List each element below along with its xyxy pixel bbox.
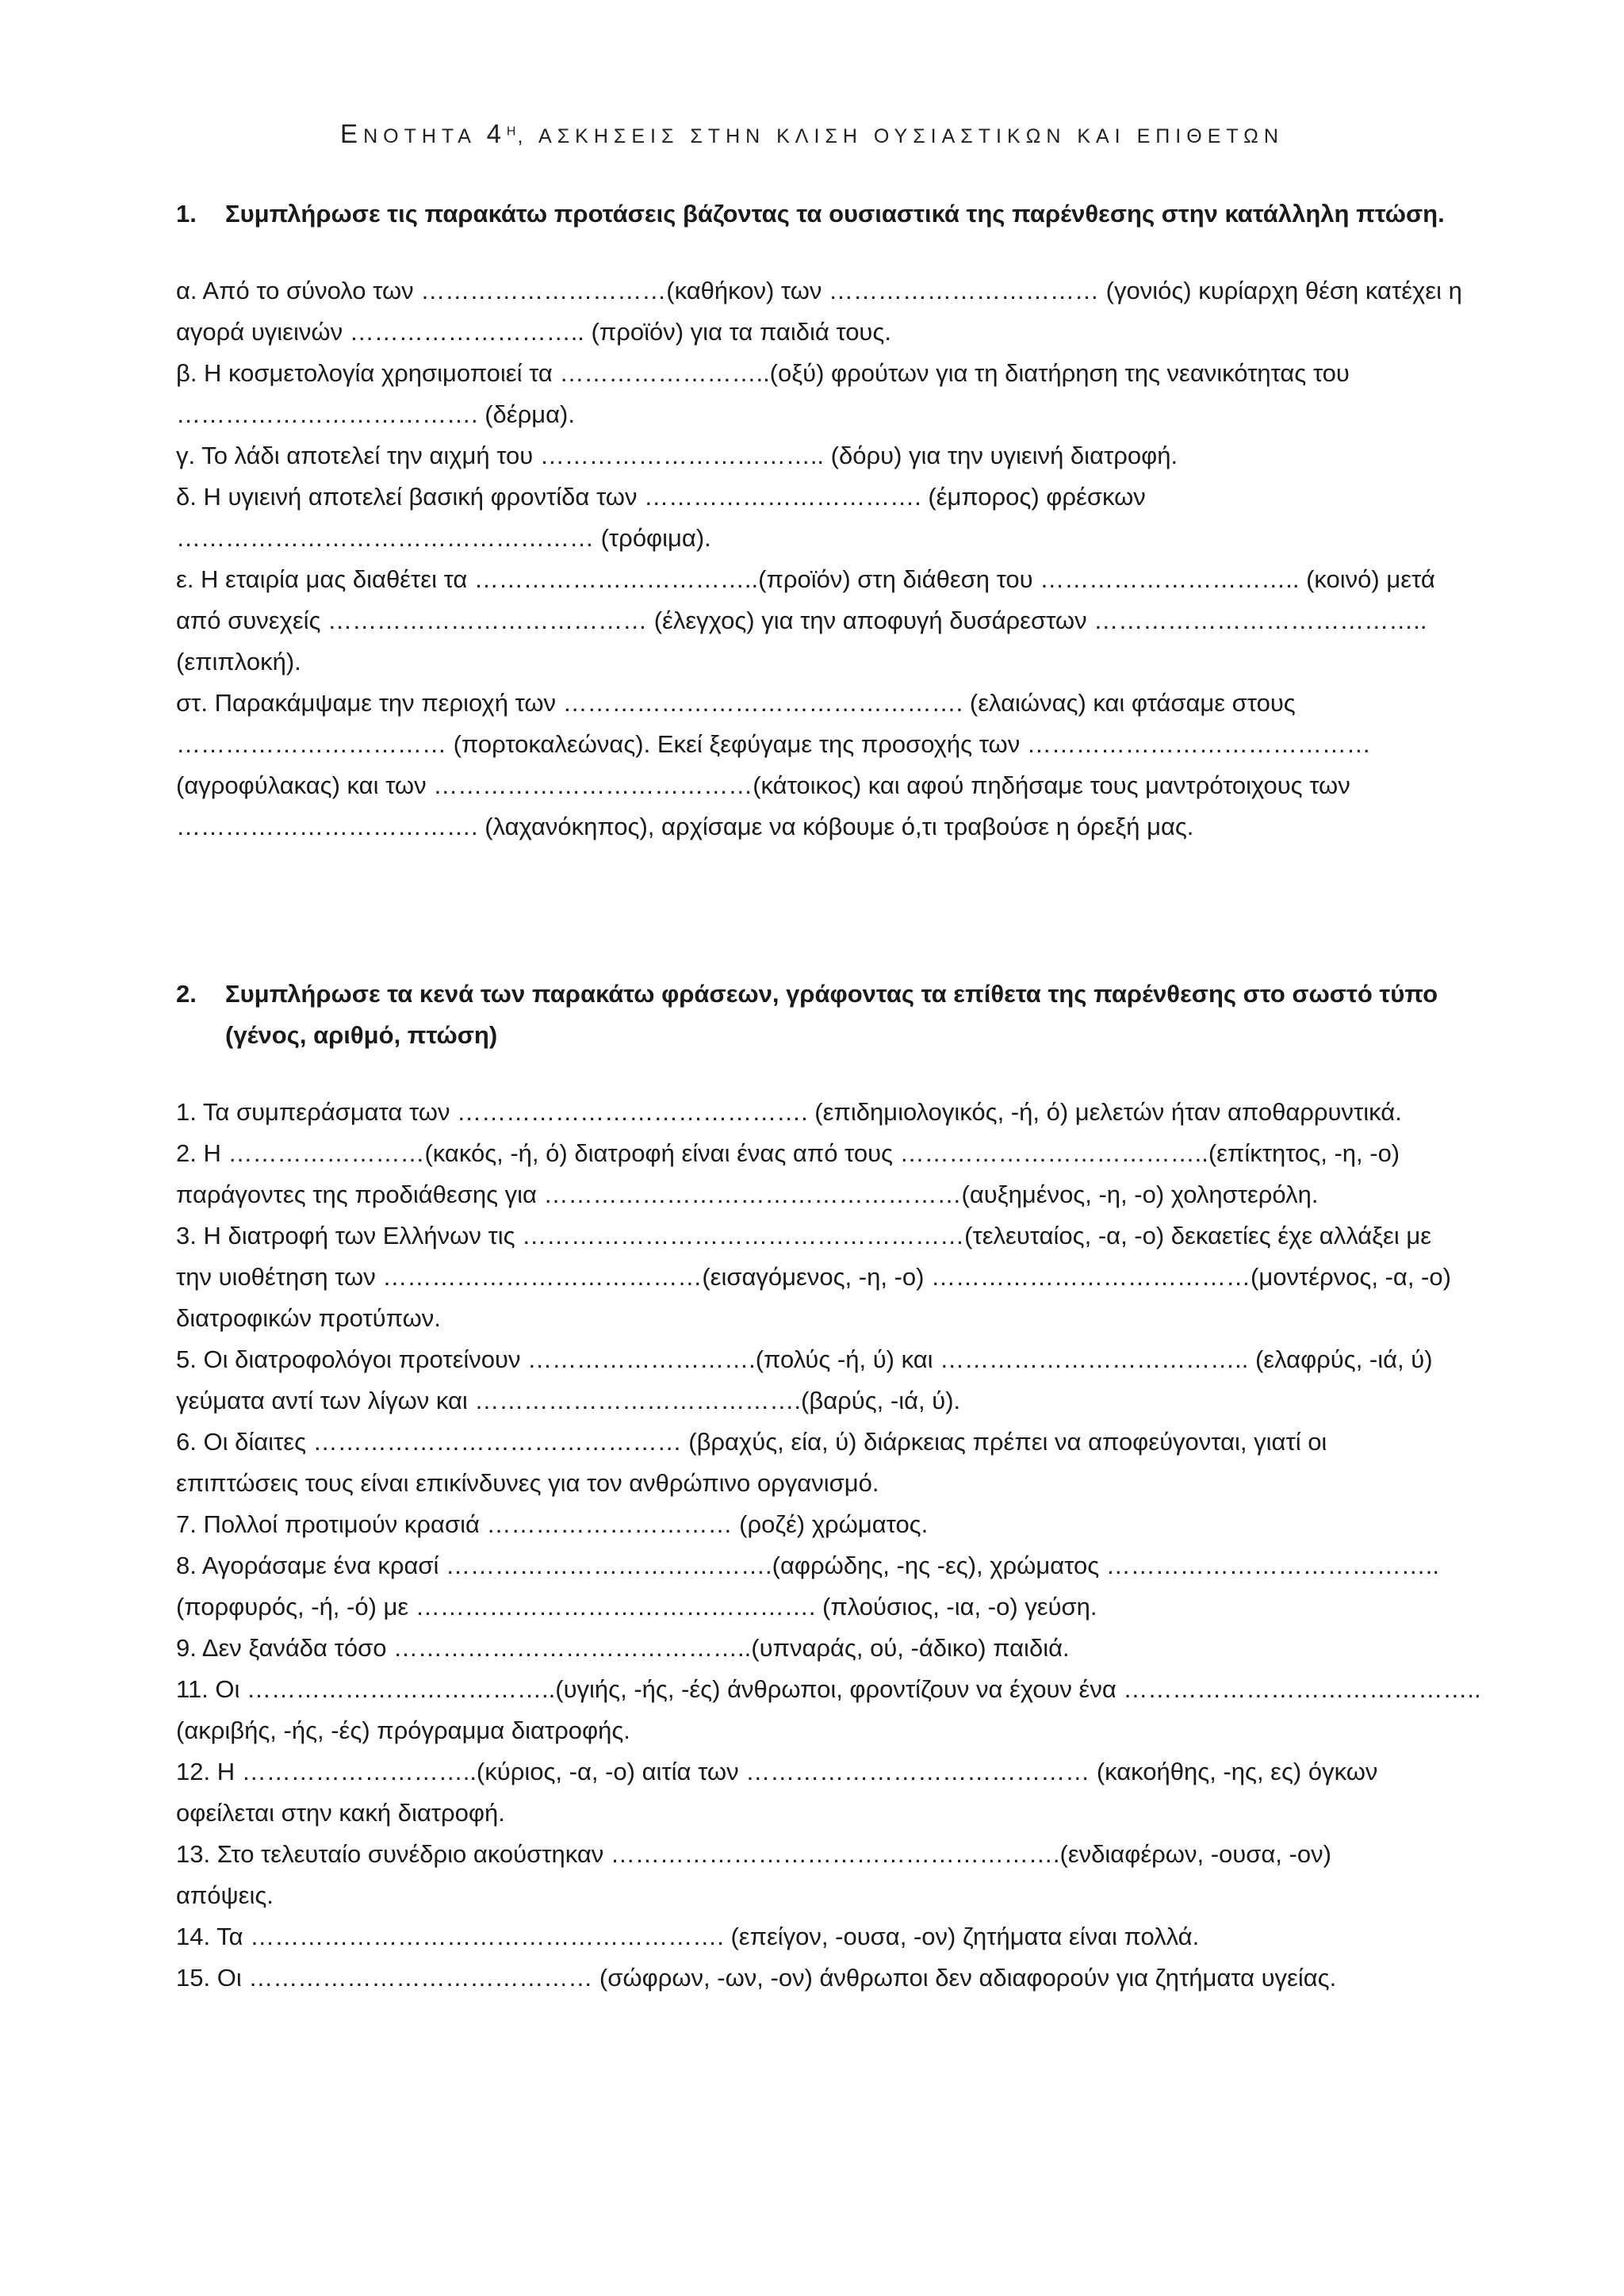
exercise-line: 8. Αγοράσαμε ένα κρασί ………………………………….(αφρώδης, -ης -ες), χρώματος ………………………………….. bbox=[176, 1552, 1439, 1579]
exercise-line: ε. Η εταιρία μας διαθέτει τα ……………………………..(προϊόν) στη διάθεση του ………………………….. (κοινό) μετά bbox=[176, 565, 1435, 593]
exercise-line: οφείλεται στην κακή διατροφή. bbox=[176, 1799, 505, 1827]
title-number: 4 bbox=[486, 119, 507, 148]
exercise-line: 1. Τα συμπεράσματα των ……………………………………. (επιδημιολογικός, -ή, ό) μελετών ήταν αποθαρρυντικά. bbox=[176, 1098, 1402, 1126]
exercise-line: 11. Οι ………………………………..(υγιής, -ής, -ές) άνθρωποι, φροντίζουν να έχουν ένα …………………………………….. bbox=[176, 1675, 1481, 1703]
exercise-line: από συνεχείς ………………………………… (έλεγχος) για την αποφυγή δυσάρεστων ………………………………….. bbox=[176, 607, 1427, 634]
exercise-2-instruction: Συμπλήρωσε τα κενά των παρακάτω φράσεων, γράφοντας τα επίθετα της παρένθεσης στο σωστό τύπο (γένος, αριθμό, πτώση) bbox=[225, 980, 1438, 1049]
exercise-line: 15. Οι …………………………………… (σώφρων, -ων, -ον) άνθρωποι δεν αδιαφορούν για ζητήματα υγείας. bbox=[176, 1964, 1337, 1992]
exercise-line: 3. Η διατροφή των Ελλήνων τις ………………………………………………(τελευταίος, -α, -ο) δεκαετίες έχε αλλάξει με bbox=[176, 1222, 1432, 1249]
exercise-line: 2. Η ……………………(κακός, -ή, ό) διατροφή είναι ένας από τους ………………………………..(επίκτητος, -η, -ο) bbox=[176, 1139, 1400, 1167]
exercise-line: α. Από το σύνολο των …………………………(καθήκον) των …………………………… (γονιός) κυρίαρχη θέση κατέχει η bbox=[176, 277, 1462, 304]
exercise-line: 5. Οι διατροφολόγοι προτείνουν ……………………….(πολύς -ή, ύ) και ……………………………….. (ελαφρύς, -ιά, ύ) bbox=[176, 1345, 1433, 1373]
title-rest: ΑΣΚΗΣΕΙΣ ΣΤΗΝ ΚΛΙΣΗ ΟΥΣΙΑΣΤΙΚΩΝ ΚΑΙ ΕΠΙΘΕΤΩΝ bbox=[538, 125, 1284, 147]
exercise-1-instruction: Συμπλήρωσε τις παρακάτω προτάσεις βάζοντας τα ουσιαστικά της παρένθεσης στην κατάλληλη πτώση. bbox=[225, 200, 1445, 228]
exercise-line: απόψεις. bbox=[176, 1881, 274, 1909]
exercise-1-number: 1. bbox=[176, 200, 197, 228]
title-superscript: Η bbox=[506, 124, 518, 139]
exercise-line: …………………………… (πορτοκαλεώνας). Εκεί ξεφύγαμε της προσοχής των …………………………………… bbox=[176, 730, 1371, 758]
exercise-line: ………………………………. (δέρμα). bbox=[176, 400, 575, 428]
exercise-line: …………………………………………… (τρόφιμα). bbox=[176, 524, 711, 552]
page-title bbox=[0, 119, 1624, 149]
exercise-line: γ. Το λάδι αποτελεί την αιχμή του …………………………….. (δόρυ) για την υγιεινή διατροφή. bbox=[176, 442, 1178, 469]
title-comma: , bbox=[517, 125, 529, 147]
exercise-line: διατροφικών προτύπων. bbox=[176, 1304, 441, 1332]
exercise-line: 14. Τα …………………………………………………. (επείγον, -ουσα, -ον) ζητήματα είναι πολλά. bbox=[176, 1923, 1200, 1950]
exercise-line: β. Η κοσμετολογία χρησιμοποιεί τα ……………………..(οξύ) φρούτων για τη διατήρηση της νεανικότητας του bbox=[176, 359, 1350, 387]
exercise-line: δ. Η υγιεινή αποτελεί βασική φροντίδα των ……………………………. (έμπορος) φρέσκων bbox=[176, 483, 1146, 511]
exercise-line: αγορά υγιεινών ……………………….. (προϊόν) για τα παιδιά τους. bbox=[176, 318, 891, 346]
exercise-line: παράγοντες της προδιάθεσης για ……………………………………………(αυξημένος, -η, -ο) χοληστερόλη. bbox=[176, 1181, 1319, 1208]
exercise-line: (ακριβής, -ής, -ές) πρόγραμμα διατροφής. bbox=[176, 1716, 630, 1744]
exercise-line: 7. Πολλοί προτιμούν κρασιά ………………………… (ροζέ) χρώματος. bbox=[176, 1510, 929, 1538]
exercise-line: 9. Δεν ξανάδα τόσο ……………………………………..(υπναράς, ού, -άδικο) παιδιά. bbox=[176, 1634, 1070, 1662]
exercise-2-heading bbox=[176, 974, 1507, 1056]
exercise-line: (επιπλοκή). bbox=[176, 648, 301, 675]
exercise-line: στ. Παρακάμψαμε την περιοχή των …………………………………………. (ελαιώνας) και φτάσαμε στους bbox=[176, 689, 1296, 717]
exercise-line: ………………………………. (λαχανόκηπος), αρχίσαμε να κόβουμε ό,τι τραβούσε η όρεξή μας. bbox=[176, 813, 1194, 840]
title-first-letter: Ε bbox=[340, 119, 364, 148]
exercise-line: επιπτώσεις τους είναι επικίνδυνες για τον ανθρώπινο οργανισμό. bbox=[176, 1469, 879, 1497]
exercise-line: γεύματα αντί των λίγων και ………………………………….(βαρύς, -ιά, ύ). bbox=[176, 1387, 961, 1414]
exercise-2-number: 2. bbox=[176, 980, 197, 1008]
exercise-line: 6. Οι δίαιτες ……………………………………… (βραχύς, εία, ύ) διάρκειας πρέπει να αποφεύγονται, γιατί οι bbox=[176, 1428, 1327, 1456]
exercise-line: την υιοθέτηση των …………………………………(εισαγόμενος, -η, -ο) …………………………………(μοντέρνος, -α, -ο) bbox=[176, 1263, 1451, 1291]
title-first-word: ΝΟΤΗΤΑ bbox=[363, 125, 476, 147]
exercise-1 bbox=[176, 193, 1507, 848]
exercise-1-lines bbox=[176, 270, 1507, 848]
exercise-1-heading bbox=[176, 193, 1507, 235]
exercise-line: 12. Η ………………………..(κύριος, -α, -ο) αιτία των …………………………………… (κακοήθης, -ης, ες) όγκων bbox=[176, 1758, 1378, 1785]
exercise-line: 13. Στο τελευταίο συνέδριο ακούστηκαν ……………………………………………….(ενδιαφέρων, -ουσα, -ον) bbox=[176, 1840, 1331, 1868]
exercise-line: (αγροφύλακας) και των …………………………………(κάτοικος) και αφού πηδήσαμε τους μαντρότοιχους των bbox=[176, 771, 1350, 799]
exercise-2 bbox=[176, 974, 1507, 1999]
exercise-2-lines bbox=[176, 1092, 1507, 1999]
exercise-line: (πορφυρός, -ή, -ό) με …………………………………………. (πλούσιος, -ια, -ο) γεύση. bbox=[176, 1593, 1097, 1621]
